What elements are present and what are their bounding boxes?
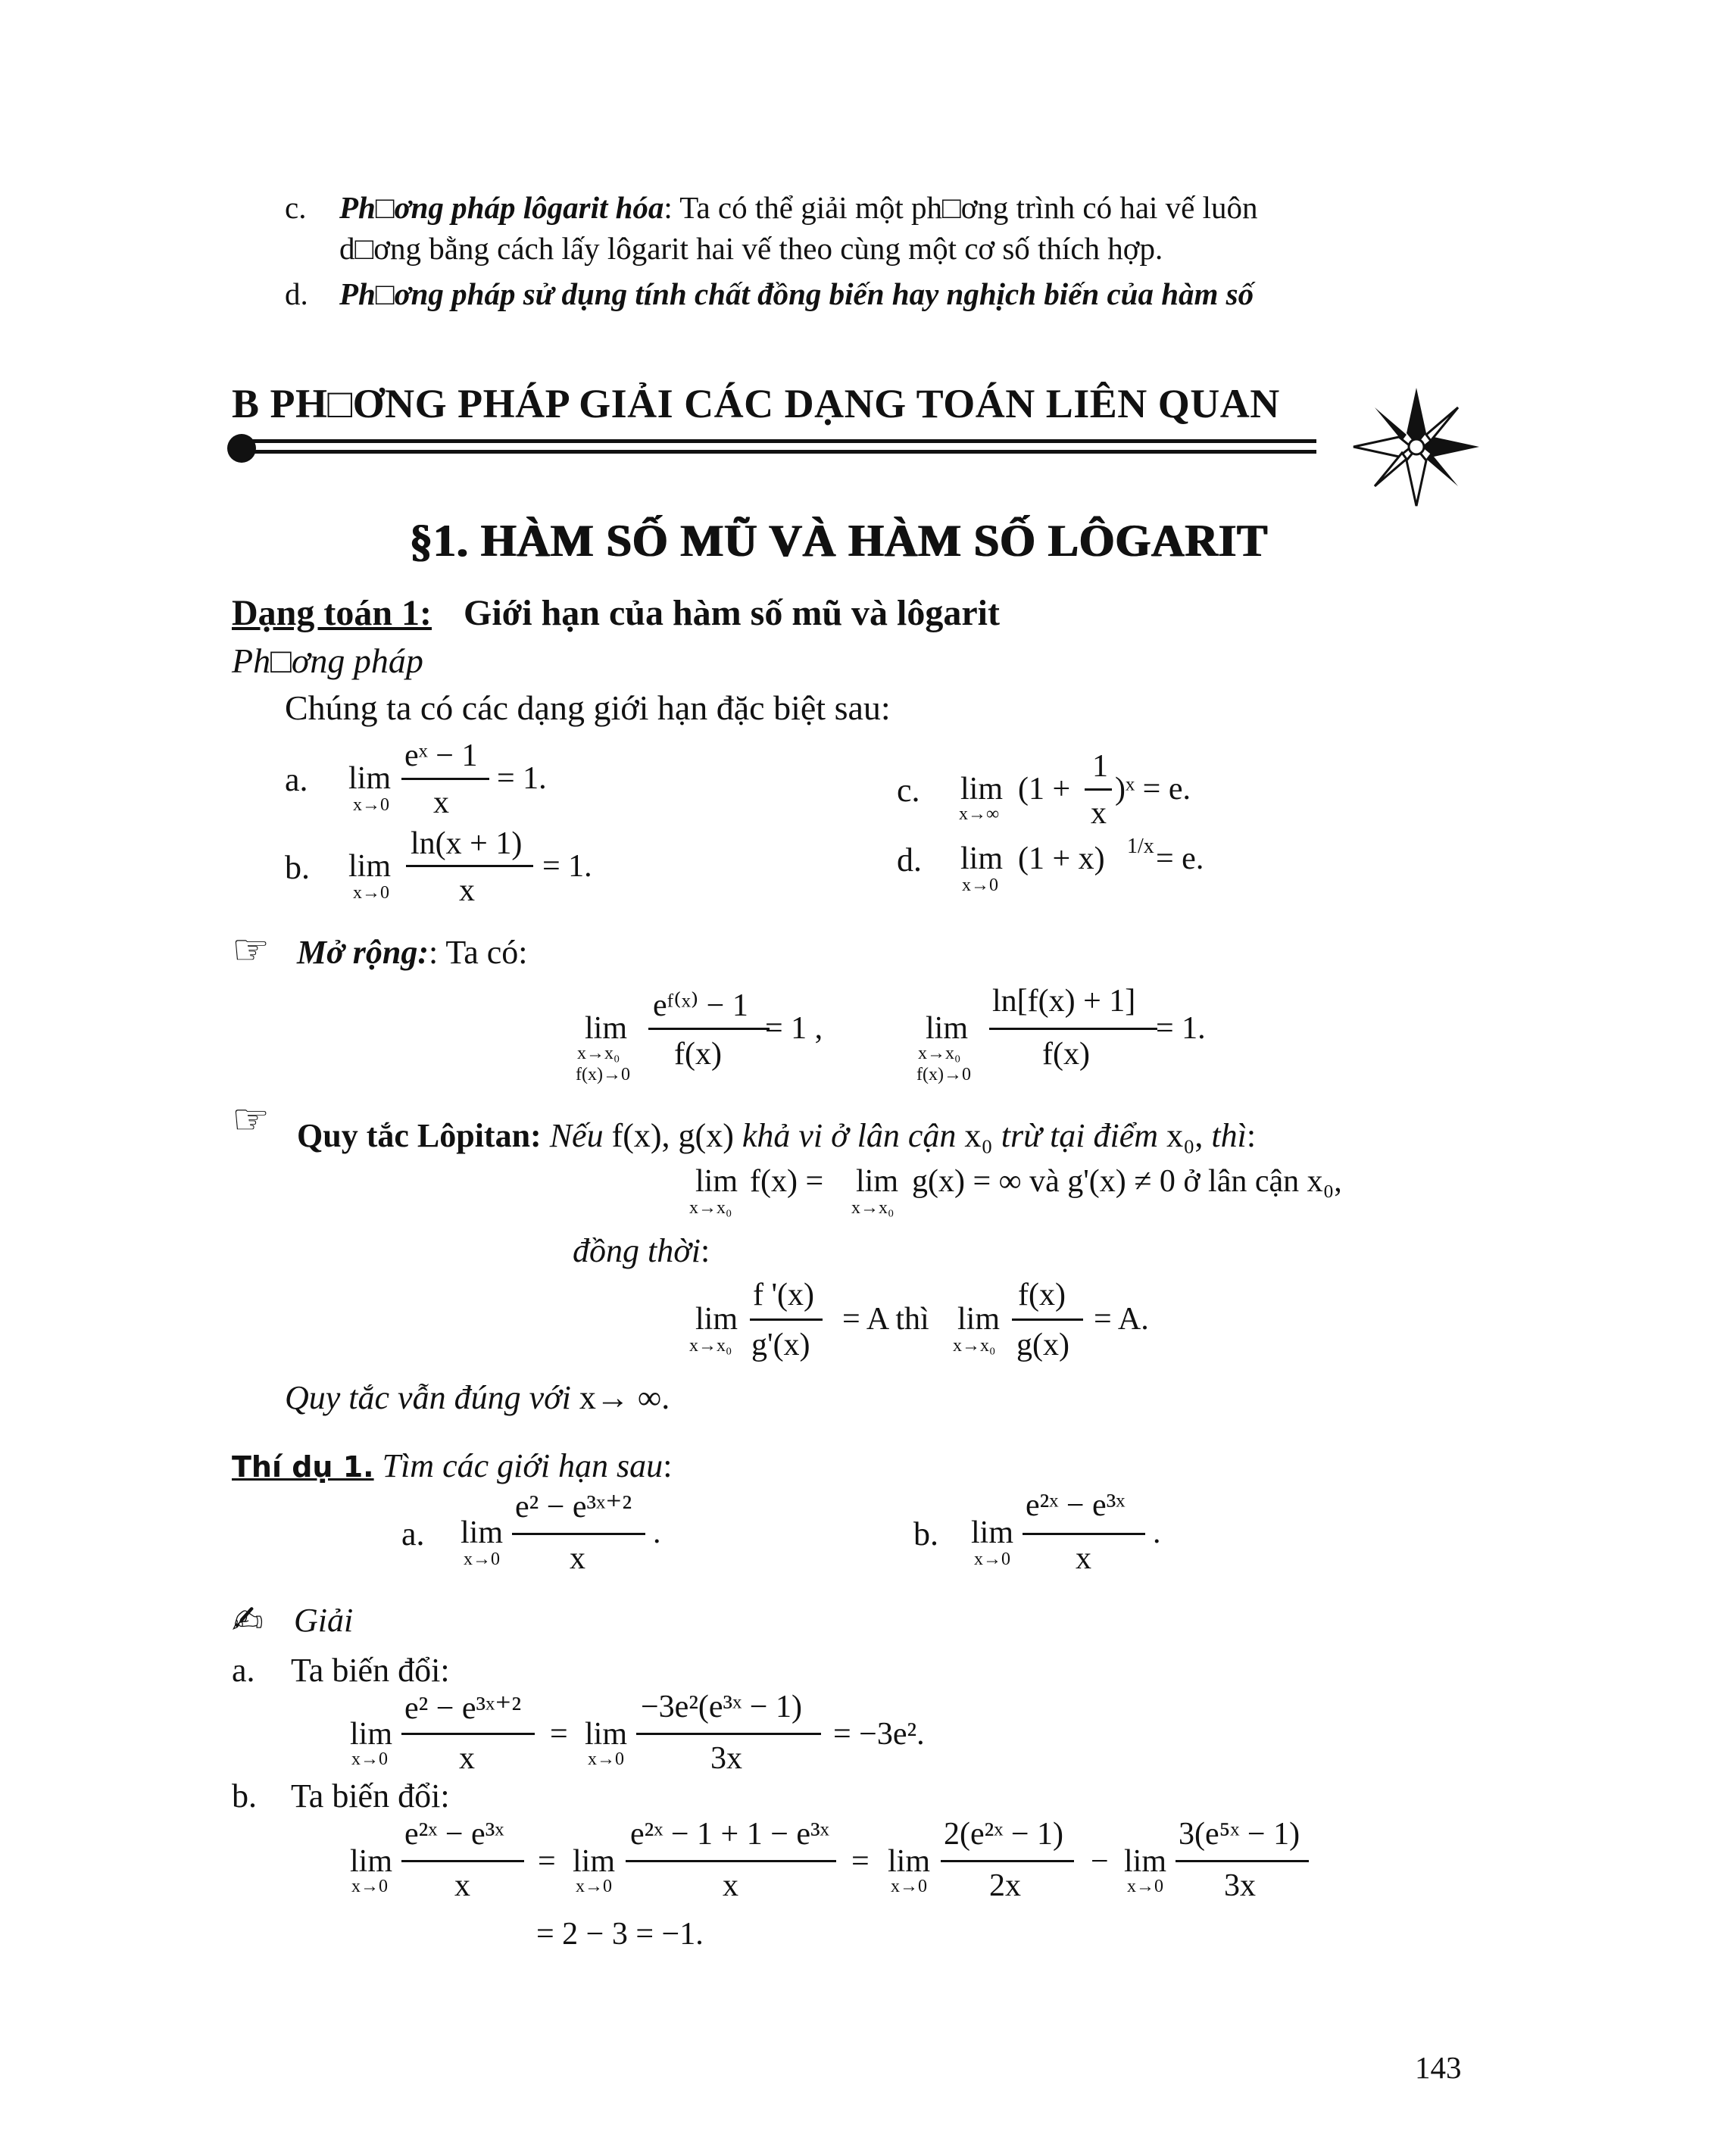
- lopital-l2-lim-2: lim: [957, 1302, 1001, 1337]
- sol-b4-den: 3x: [1224, 1868, 1256, 1903]
- writing-hand-icon: ✍: [232, 1598, 264, 1642]
- lopital-l1-a: f(x) =: [750, 1164, 824, 1199]
- lopital-simultaneous: [573, 1231, 710, 1270]
- example-a-dot: .: [653, 1515, 661, 1550]
- sol-a1-bar: [401, 1733, 535, 1735]
- sol-b3-sub: x→0: [891, 1877, 927, 1896]
- extension-text: : Ta có:: [428, 934, 528, 971]
- sol-b2-bar: [626, 1860, 836, 1862]
- solution-a-text: Ta biến đổi:: [291, 1652, 450, 1689]
- page-number: 143: [1415, 2050, 1462, 2085]
- ext-f2-lim: lim: [926, 1011, 969, 1046]
- limit-a-rhs: = 1.: [497, 761, 547, 796]
- lopital-l1-lim-2: lim: [856, 1164, 899, 1199]
- item-c-marker: c.: [285, 190, 307, 225]
- sol-b1-bar: [401, 1860, 524, 1862]
- sol-b4-lim: lim: [1124, 1844, 1167, 1879]
- section-heading: B PH□ƠNG PHÁP GIẢI CÁC DẠNG TOÁN LIÊN QUAN: [232, 381, 1280, 426]
- ext-f1-bar: [648, 1028, 770, 1030]
- ext-f2-bar: [989, 1028, 1157, 1030]
- limit-c-sub: x→∞: [959, 804, 1000, 824]
- lopital-cond-3: khả vi ở lân cận: [742, 1117, 957, 1154]
- sol-b4-sub: x→0: [1127, 1877, 1163, 1896]
- limit-d-expr: (1 + x): [1018, 841, 1105, 876]
- sol-b2-num: e²ˣ − 1 + 1 − e³ˣ: [630, 1817, 829, 1852]
- limit-d-exp: 1/x: [1127, 835, 1154, 858]
- sol-b1-lim: lim: [350, 1844, 393, 1879]
- example-a-marker: a.: [401, 1515, 425, 1553]
- ext-f2-sub-1: x→x₀: [918, 1044, 961, 1063]
- lopital-cond-5: trừ tại điểm: [1001, 1117, 1159, 1154]
- heading-rule-1: [242, 439, 1316, 443]
- lopital-note: [285, 1378, 670, 1417]
- item-c: [339, 189, 1258, 226]
- sol-a2-sub: x→0: [588, 1749, 624, 1769]
- sol-a2-num: −3e²(e³ˣ − 1): [641, 1690, 802, 1724]
- ext-f1-den: f(x): [674, 1037, 722, 1072]
- example-b-lim: lim: [971, 1515, 1014, 1550]
- example-b-den: x: [1076, 1541, 1091, 1576]
- example-b-sub: x→0: [974, 1549, 1010, 1569]
- ext-f1-rhs: = 1 ,: [765, 1011, 823, 1046]
- sol-b4-num: 3(e⁵ˣ − 1): [1179, 1817, 1300, 1852]
- example-b-bar: [1023, 1533, 1145, 1535]
- problem-type-label: Dạng toán 1:: [232, 593, 432, 633]
- lopital-f-num: f(x): [1018, 1278, 1066, 1312]
- example-b-num: e²ˣ − e³ˣ: [1026, 1488, 1126, 1523]
- lopital-result: = A.: [1094, 1302, 1149, 1337]
- ext-f2-rhs: = 1.: [1156, 1011, 1206, 1046]
- lopital-cond-1: Nếu: [549, 1117, 604, 1154]
- sol-b4-bar: [1176, 1860, 1309, 1862]
- sol-b-result: = 2 − 3 = −1.: [536, 1917, 704, 1952]
- lopital-cond-7: thì: [1211, 1117, 1247, 1154]
- chapter-title: §1. HÀM SỐ MŨ VÀ HÀM SỐ LÔGARIT: [409, 516, 1268, 566]
- limit-c-num: 1: [1092, 749, 1108, 784]
- example-a-sub: x→0: [464, 1549, 500, 1569]
- example-a-lim: lim: [461, 1515, 504, 1550]
- method-label: Ph□ơng pháp: [232, 641, 423, 680]
- example-line: [232, 1446, 672, 1485]
- sol-a2-bar: [636, 1733, 821, 1735]
- sol-b3-num: 2(e²ˣ − 1): [944, 1817, 1064, 1852]
- lopital-fp-num: f '(x): [753, 1278, 815, 1312]
- lopital-cond-8: :: [1246, 1117, 1257, 1154]
- ext-f1-num: eᶠ⁽ˣ⁾ − 1: [653, 988, 748, 1023]
- sol-a1-den: x: [459, 1741, 475, 1776]
- item-d-title: Ph□ơng pháp sử dụng tính chất đồng biến hay nghịch biến của hàm số: [339, 276, 1254, 311]
- lopital-note-2: x→ ∞.: [579, 1379, 670, 1416]
- example-a-bar: [512, 1533, 645, 1535]
- lopital-fp-bar: [750, 1318, 823, 1321]
- limit-d-marker: d.: [897, 841, 922, 878]
- sol-b1-sub: x→0: [351, 1877, 388, 1896]
- sol-a2-den: 3x: [710, 1741, 742, 1776]
- extension-line: [297, 933, 528, 972]
- limit-a-marker: a.: [285, 761, 308, 798]
- sol-b-minus: −: [1091, 1844, 1109, 1879]
- sol-b3-lim: lim: [888, 1844, 931, 1879]
- lopital-note-1: Quy tắc vẫn đúng với: [285, 1379, 571, 1416]
- sol-a2-lim: lim: [585, 1717, 628, 1752]
- sol-b3-den: 2x: [989, 1868, 1021, 1903]
- limit-a-den: x: [433, 785, 449, 820]
- sol-b-eq-1: =: [538, 1844, 556, 1879]
- sol-b2-lim: lim: [573, 1844, 616, 1879]
- lopital-l2-lim-1: lim: [695, 1302, 738, 1337]
- item-c-text: : Ta có thể giải một ph□ơng trình có hai vế luôn: [663, 190, 1258, 225]
- limit-c-den: x: [1091, 796, 1107, 831]
- limit-b-num: ln(x + 1): [411, 826, 523, 861]
- lopital-l1-lim-1: lim: [695, 1164, 738, 1199]
- lopital-then: = A thì: [842, 1302, 929, 1337]
- example-a-den: x: [570, 1541, 585, 1576]
- limit-b-bar: [406, 865, 533, 867]
- lopital-line: [297, 1116, 1256, 1155]
- lopital-l1-b: g(x) = ∞ và g'(x) ≠ 0 ở lân cận x₀,: [912, 1164, 1342, 1199]
- problem-type-title: Giới hạn của hàm số mũ và lôgarit: [464, 593, 1000, 633]
- limit-a-bar: [401, 778, 489, 780]
- limit-d-sub: x→0: [962, 875, 998, 895]
- sol-a1-num: e² − e³ˣ⁺²: [404, 1691, 522, 1726]
- ext-f2-num: ln[f(x) + 1]: [992, 984, 1136, 1019]
- limit-d-lim: lim: [960, 841, 1004, 876]
- sol-b-eq-2: =: [851, 1844, 870, 1879]
- lopital-l1-sub-2: x→x₀: [851, 1198, 895, 1218]
- example-b-dot: .: [1153, 1515, 1161, 1550]
- limit-b-rhs: = 1.: [542, 849, 592, 884]
- item-d-marker: d.: [285, 276, 308, 311]
- sol-a-eq: =: [550, 1717, 568, 1752]
- lopital-l2-sub-1: x→x₀: [689, 1336, 732, 1356]
- limit-c-expr-1: (1 +: [1018, 772, 1071, 807]
- item-c-text-2: d□ơng bằng cách lấy lôgarit hai vế theo cùng một cơ số thích hợp.: [339, 231, 1163, 266]
- lopital-f-den: g(x): [1016, 1328, 1069, 1362]
- item-c-title: Ph□ơng pháp lôgarit hóa: [339, 190, 664, 225]
- example-b-marker: b.: [913, 1515, 938, 1553]
- limit-a-lim: lim: [348, 761, 392, 796]
- limit-a-num: eˣ − 1: [404, 738, 478, 773]
- sol-b2-den: x: [723, 1868, 738, 1903]
- example-label: Thí dụ 1.: [232, 1450, 374, 1484]
- heading-bullet: [227, 434, 256, 463]
- limit-b-lim: lim: [348, 849, 392, 884]
- limit-d-rhs: = e.: [1156, 841, 1204, 876]
- pointing-hand-icon-2: ☞: [232, 1095, 270, 1144]
- sol-b2-sub: x→0: [576, 1877, 612, 1896]
- limit-c-expr-2: )ˣ = e.: [1115, 772, 1191, 807]
- lopital-label: Quy tắc Lôpitan:: [297, 1117, 542, 1154]
- solution-b-text: Ta biến đổi:: [291, 1777, 450, 1815]
- ext-f2-den: f(x): [1042, 1037, 1090, 1072]
- solution-label: Giải: [294, 1602, 354, 1639]
- limit-a-sub: x→0: [353, 795, 389, 815]
- lopital-simultaneous-text: đồng thời: [573, 1232, 701, 1269]
- solution-a-marker: a.: [232, 1652, 255, 1689]
- example-a-num: e² − e³ˣ⁺²: [515, 1490, 632, 1524]
- sol-a1-lim: lim: [350, 1717, 393, 1752]
- ext-f1-sub-1: x→x₀: [577, 1044, 620, 1063]
- lopital-fp-den: g'(x): [751, 1328, 810, 1362]
- lopital-cond-2: f(x), g(x): [611, 1117, 734, 1154]
- pointing-hand-icon: ☞: [232, 925, 270, 975]
- sol-a-result: = −3e².: [833, 1717, 925, 1752]
- ext-f1-lim: lim: [585, 1011, 628, 1046]
- extension-label: Mở rộng:: [297, 934, 429, 971]
- lopital-cond-4: x₀: [964, 1117, 993, 1154]
- solution-b-marker: b.: [232, 1777, 257, 1815]
- limit-b-sub: x→0: [353, 883, 389, 903]
- lopital-simultaneous-colon: :: [700, 1232, 710, 1269]
- ext-f1-sub-2: f(x)→0: [576, 1065, 630, 1084]
- lopital-l2-sub-2: x→x₀: [953, 1336, 996, 1356]
- heading-rule-2: [242, 450, 1316, 454]
- limit-b-den: x: [459, 873, 475, 908]
- example-text: Tìm các giới hạn sau: [382, 1447, 663, 1484]
- sol-b1-num: e²ˣ − e³ˣ: [404, 1817, 504, 1852]
- sol-b1-den: x: [454, 1868, 470, 1903]
- lopital-cond-6: x₀,: [1166, 1117, 1204, 1154]
- ext-f2-sub-2: f(x)→0: [916, 1065, 971, 1084]
- sol-a1-sub: x→0: [351, 1749, 388, 1769]
- lopital-l1-sub-1: x→x₀: [689, 1198, 732, 1218]
- example-colon: :: [663, 1447, 673, 1484]
- compass-star-icon: [1352, 386, 1481, 507]
- sol-b3-bar: [941, 1860, 1074, 1862]
- limit-c-bar: [1085, 788, 1112, 791]
- method-intro: Chúng ta có các dạng giới hạn đặc biệt sau:: [285, 688, 891, 727]
- limit-b-marker: b.: [285, 849, 310, 886]
- lopital-f-bar: [1012, 1318, 1083, 1321]
- limit-c-marker: c.: [897, 772, 920, 809]
- limit-c-lim: lim: [960, 772, 1004, 807]
